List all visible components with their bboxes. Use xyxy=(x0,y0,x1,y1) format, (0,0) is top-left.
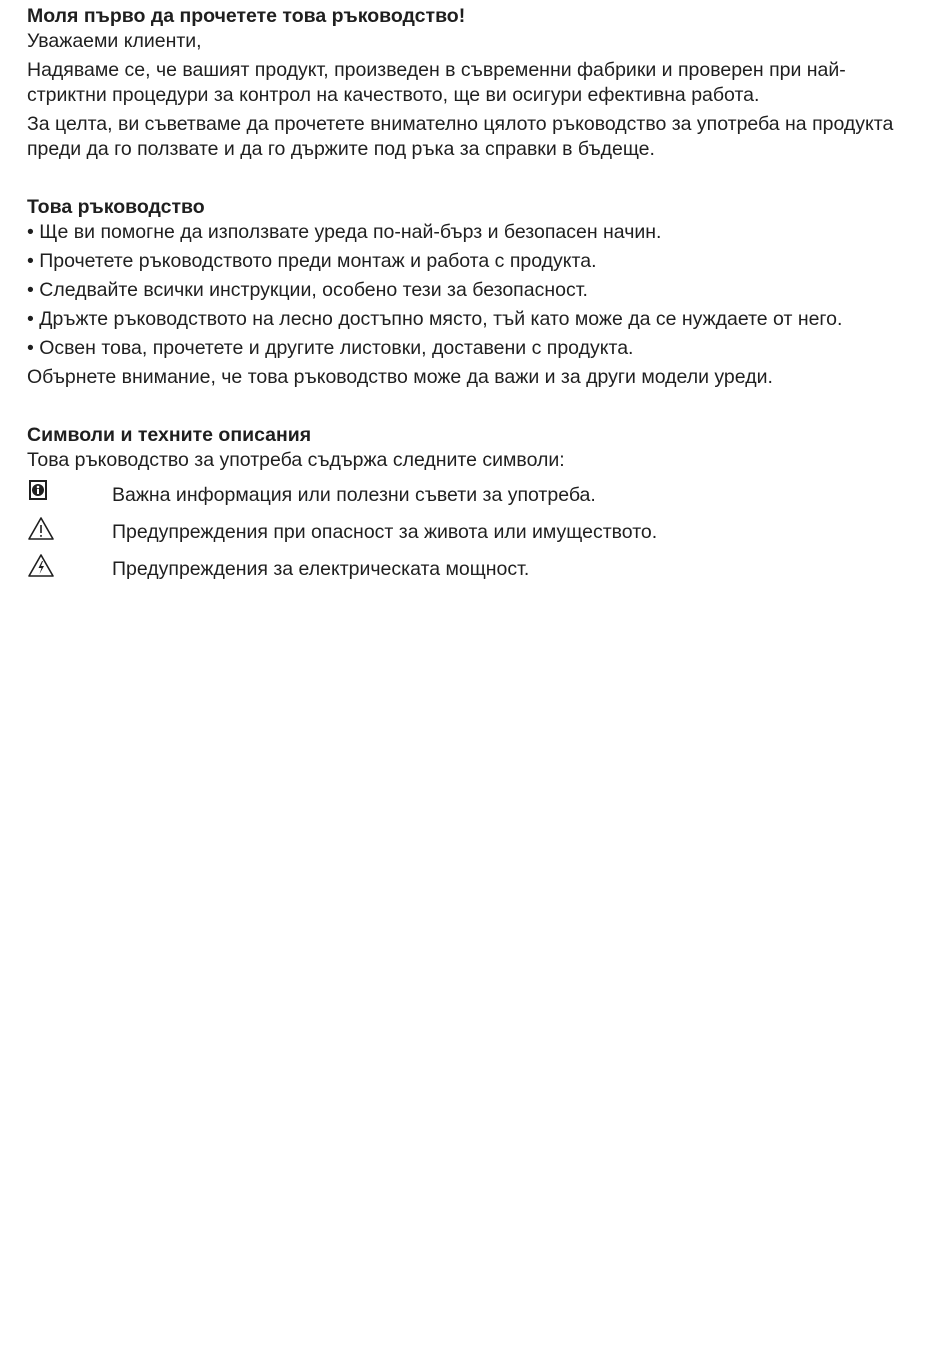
manual-bullet: • Ще ви помогне да използвате уреда по-най-бърз и безопасен начин. xyxy=(27,221,662,243)
symbols-section xyxy=(27,423,907,590)
manual-bullet: • Освен това, прочетете и другите листовки, доставени с продукта. xyxy=(27,337,634,359)
symbol-row-warning xyxy=(27,516,907,553)
symbol-description: Предупреждения при опасност за живота или имуществото. xyxy=(112,521,658,543)
warning-icon xyxy=(27,516,112,541)
intro-paragraph-2: За целта, ви съветваме да прочетете внимателно цялото ръководство за употреба на продукта преди да го ползвате и да го държите под ръка за справки в бъдеще. xyxy=(27,113,894,160)
symbol-description: Предупреждения за електрическата мощност. xyxy=(112,558,530,580)
manual-section xyxy=(27,195,907,390)
section-gap xyxy=(27,394,907,423)
symbol-description: Важна информация или полезни съвети за употреба. xyxy=(112,484,596,506)
manual-page xyxy=(27,4,907,590)
manual-bullet: • Прочетете ръководството преди монтаж и работа с продукта. xyxy=(27,250,597,272)
symbol-row-electrical xyxy=(27,553,907,590)
intro-paragraph-1: Надяваме се, че вашият продукт, произведен в съвременни фабрики и проверен при най-стриктни процедури за контрол на качеството, ще ви осигури ефективна работа. xyxy=(27,59,846,106)
electrical-warning-icon xyxy=(27,553,112,578)
manual-note: Обърнете внимание, че това ръководство може да важи и за други модели уреди. xyxy=(27,366,773,388)
intro-section xyxy=(27,4,907,162)
info-icon xyxy=(27,479,112,504)
manual-title: Това ръководство xyxy=(27,196,205,218)
manual-bullet: • Дръжте ръководството на лесно достъпно място, тъй като може да се нуждаете от него. xyxy=(27,308,843,330)
section-gap xyxy=(27,166,907,195)
symbols-title: Символи и техните описания xyxy=(27,424,312,446)
intro-title: Моля първо да прочетете това ръководство! xyxy=(27,5,466,27)
symbols-intro: Това ръководство за употреба съдържа следните символи: xyxy=(27,449,565,471)
manual-bullet: • Следвайте всички инструкции, особено тези за безопасност. xyxy=(27,279,588,301)
symbol-row-info xyxy=(27,479,907,516)
greeting: Уважаеми клиенти, xyxy=(27,30,202,52)
